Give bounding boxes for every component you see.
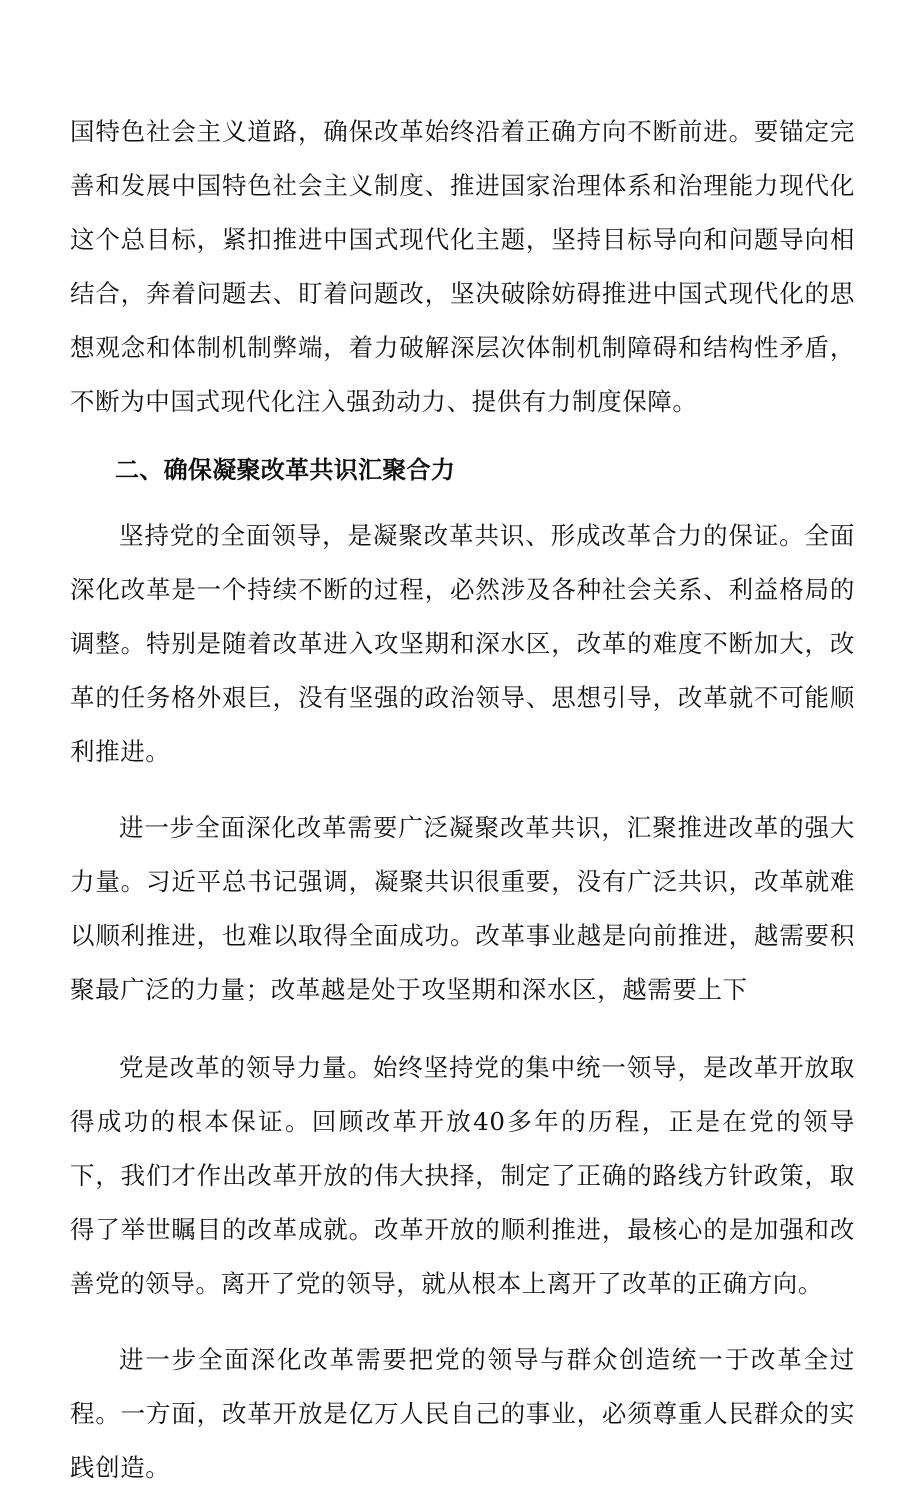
document-page xyxy=(70,105,855,1495)
paragraph-4: 党是改革的领导力量。始终坚持党的集中统一领导，是改革开放取得成功的根本保证。回顾改革开放40多年的历程，正是在党的领导下，我们才作出改革开放的伟大抉择，制定了正确的路线方针政策，取得了举世瞩目的改革成就。改革开放的顺利推进，最核心的是加强和改善党的领导。离开了党的领导，就从根本上离开了改革的正确方向。 xyxy=(70,1053,855,1298)
section-heading-2: 二、确保凝聚改革共识汇聚合力 xyxy=(115,456,456,484)
paragraph-1: 国特色社会主义道路，确保改革始终沿着正确方向不断前进。要锚定完善和发展中国特色社会主义制度、推进国家治理体系和治理能力现代化这个总目标，紧扣推进中国式现代化主题，坚持目标导向和问题导向相结合，奔着问题去、盯着问题改，坚决破除妨碍推进中国式现代化的思想观念和体制机制弊端，着力破解深层次体制机制障碍和结构性矛盾，不断为中国式现代化注入强劲动力、提供有力制度保障。 xyxy=(70,117,855,416)
paragraph-3: 进一步全面深化改革需要广泛凝聚改革共识，汇聚推进改革的强大力量。习近平总书记强调，凝聚共识很重要，没有广泛共识，改革就难以顺利推进，也难以取得全面成功。改革事业越是向前推进，越需要积聚最广泛的力量；改革越是处于攻坚期和深水区，越需要上下 xyxy=(70,813,855,1004)
paragraph-2: 坚持党的全面领导，是凝聚改革共识、形成改革合力的保证。全面深化改革是一个持续不断的过程，必然涉及各种社会关系、利益格局的调整。特别是随着改革进入攻坚期和深水区，改革的难度不断加大，改革的任务格外艰巨，没有坚强的政治领导、思想引导，改革就不可能顺利推进。 xyxy=(70,521,855,766)
paragraph-5: 进一步全面深化改革需要把党的领导与群众创造统一于改革全过程。一方面，改革开放是亿万人民自己的事业，必须尊重人民群众的实践创造。 xyxy=(70,1345,855,1482)
